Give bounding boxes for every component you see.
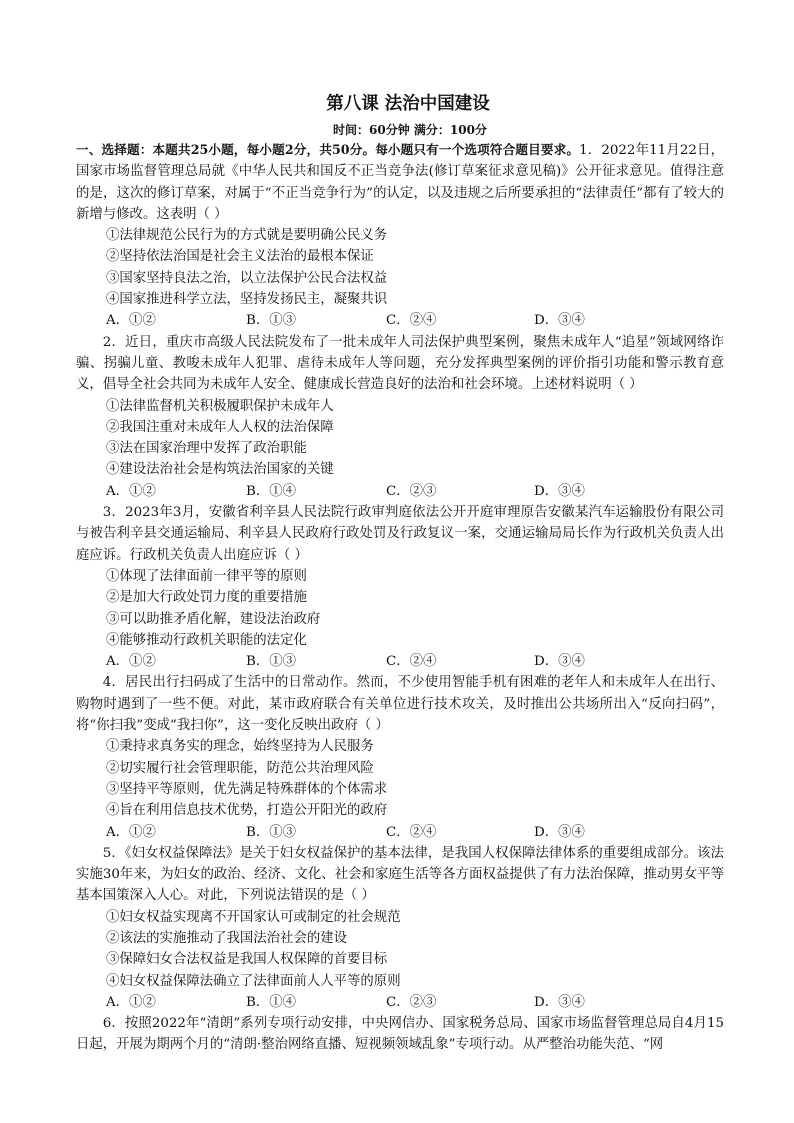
question-5-block: [76, 843, 724, 907]
answer-a: A．①②: [106, 483, 156, 499]
question-4-block: [76, 672, 724, 736]
answer-a: A．①②: [106, 313, 156, 329]
option: ①体现了法律面前一律平等的原则: [106, 568, 307, 584]
answer-choices: [76, 310, 724, 331]
option: ③法在国家治理中发挥了政治职能: [106, 441, 307, 457]
option: ①秉持求真务实的理念，始终坚持为人民服务: [106, 739, 374, 755]
question-number: 3．: [102, 505, 126, 521]
answer-b: B．①③: [246, 824, 297, 840]
answer-b: B．①④: [246, 483, 297, 499]
answer-choices: [76, 822, 724, 843]
option: ④国家推进科学立法，坚持发扬民主，凝聚共识: [106, 292, 388, 308]
answer-a: A．①②: [106, 654, 156, 670]
option: ④妇女权益保障法确立了法律面前人人平等的原则: [106, 973, 401, 989]
option: ①法律监督机关积极履职保护未成年人: [106, 398, 334, 414]
question-stem: 《妇女权益保障法》是关于妇女权益保护的基本法律，是我国人权保障法律体系的重要组成部分。该法实施30年来，为妇女的政治、经济、文化、社会和家庭生活等各方面权益提供了有力法治保障，推动男女平等基本国策深入人心。对此，下列说法错误的是（ ）: [76, 845, 724, 904]
answer-choices: [76, 481, 724, 502]
answer-b: B．①③: [246, 654, 297, 670]
answer-d: D．③④: [534, 483, 585, 499]
answer-c: C．②③: [386, 994, 437, 1010]
option: ④旨在利用信息技术优势，打造公开阳光的政府: [106, 803, 388, 819]
option: ①妇女权益实现离不开国家认可或制定的社会规范: [106, 909, 401, 925]
option: ②切实履行社会管理职能，防范公共治理风险: [106, 760, 374, 776]
answer-b: B．①③: [246, 313, 297, 329]
option: ②该法的实施推动了我国法治社会的建设: [106, 930, 348, 946]
page-title: 第八课 法治中国建设: [326, 94, 490, 114]
answer-a: A．①②: [106, 824, 156, 840]
answer-b: B．①④: [246, 994, 297, 1010]
option: ③保障妇女合法权益是我国人权保障的首要目标: [106, 952, 388, 968]
option: ④能够推动行政机关职能的法定化: [106, 632, 307, 648]
option: ④建设法治社会是构筑法治国家的关键: [106, 462, 334, 478]
option: ②坚持依法治国是社会主义法治的最根本保证: [106, 249, 374, 265]
answer-c: C．②④: [386, 654, 437, 670]
answer-choices: [76, 992, 724, 1013]
question-number: 1．: [579, 143, 602, 158]
question-2-block: [76, 332, 724, 396]
exam-meta: 时间：60分钟 满分：100分: [333, 123, 487, 137]
option: ②是加大行政处罚力度的重要措施: [106, 590, 307, 606]
answer-choices: [76, 651, 724, 672]
option: ②我国注重对未成年人人权的法治保障: [106, 419, 334, 435]
answer-c: C．②④: [386, 313, 437, 329]
answer-d: D．③④: [534, 313, 585, 329]
question-number: 5．: [102, 845, 125, 861]
question-6-block: [76, 1013, 724, 1056]
question-stem: 居民出行扫码成了生活中的日常动作。然而，不少使用智能手机有困难的老年人和未成年人在出行、购物时遇到了一些不便。对此，某市政府联合有关单位进行技术攻关，及时推出公共场所出入“反向扫码”，将“你扫我”变成“我扫你”，这一变化反映出政府（ ）: [76, 675, 724, 734]
question-stem: 2023年3月，安徽省利辛县人民法院行政审判庭依法公开开庭审理原告安徽某汽车运输股份有限公司与被告利辛县交通运输局、利辛县人民政府行政处罚及行政复议一案，交通运输局局长作为行政机关负责人出庭应诉。行政机关负责人出庭应诉（ ）: [76, 505, 724, 563]
answer-c: C．②④: [386, 824, 437, 840]
exam-page: [76, 82, 724, 1056]
option: ③国家坚持良法之治，以立法保护公民合法权益: [106, 270, 388, 286]
option: ③可以助推矛盾化解，建设法治政府: [106, 611, 321, 627]
question-number: 6．: [102, 1016, 125, 1032]
option: ③坚持平等原则，优先满足特殊群体的个体需求: [106, 781, 388, 797]
section-instruction: 一、选择题：本题共25小题，每小题2分，共50分。每小题只有一个选项符合题目要求。: [76, 142, 580, 157]
question-3-block: [76, 502, 724, 566]
answer-d: D．③④: [534, 654, 585, 670]
answer-a: A．①②: [106, 994, 156, 1010]
answer-c: C．②③: [386, 483, 437, 499]
question-stem: 近日，重庆市高级人民法院发布了一批未成年人司法保护典型案例，聚焦未成年人“追星”领域网络诈骗、拐骗儿童、教唆未成年人犯罪、虐待未成年人等问题，充分发挥典型案例的评价指引功能和警示教育意义，倡导全社会共同为未成年人安全、健康成长营造良好的法治和社会环境。上述材料说明（ ）: [76, 334, 724, 393]
answer-d: D．③④: [534, 994, 585, 1010]
option: ①法律规范公民行为的方式就是要明确公民义务: [106, 228, 388, 244]
answer-d: D．③④: [534, 824, 585, 840]
question-number: 4．: [102, 675, 126, 691]
question-1-block: [76, 139, 724, 225]
question-number: 2．: [102, 334, 126, 350]
question-stem: 2022年11月22日，国家市场监督管理总局就《中华人民共和国反不正当竞争法(修订草案征求意见稿)》公开征求意见。值得注意的是，这次的修订草案，对属于“不正当竞争行为”的认定，以及违规之后所要承担的“法律责任”都有了较大的新增与修改。这表明（ ）: [76, 143, 724, 222]
question-stem: 按照2022年“清朗”系列专项行动安排，中央网信办、国家税务总局、国家市场监督管理总局自4月15日起，开展为期两个月的“清朗·整治网络直播、短视频领域乱象”专项行动。从严整治功能失范、“网: [76, 1016, 724, 1053]
